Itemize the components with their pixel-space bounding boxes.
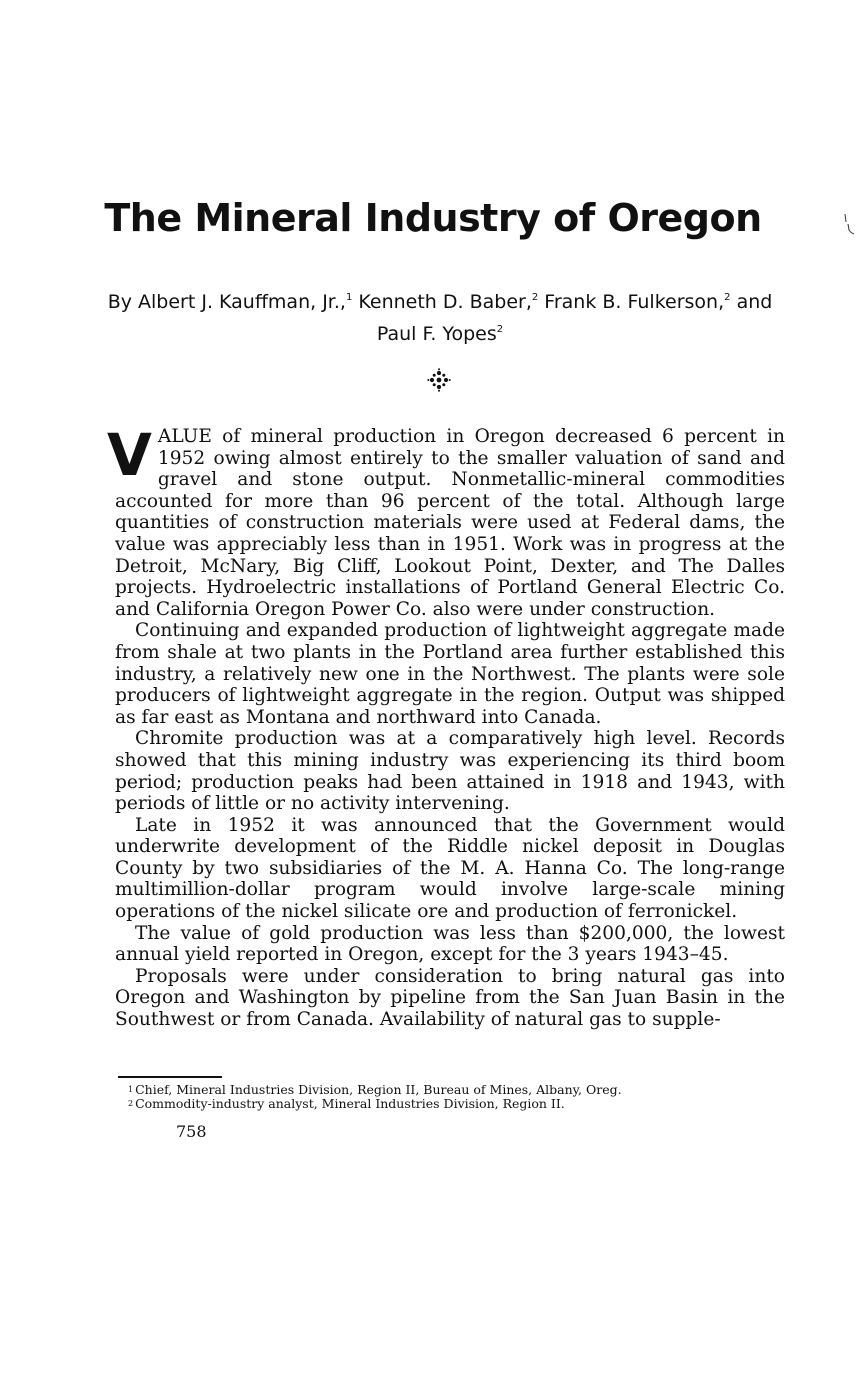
article-title: The Mineral Industry of Oregon xyxy=(104,196,762,240)
article-body xyxy=(107,421,785,1031)
author-byline xyxy=(100,284,780,348)
body-paragraph: Late in 1952 it was announced that the Government would underwrite development of the Riddle nickel deposit in Douglas County by two subsidiaries of the M. A. Hanna Co. The long-range multimillion-dollar program would involve large-scale mining operations of the nickel silicate ore and production of ferronickel. xyxy=(115,814,785,923)
paragraph-text: ALUE of mineral production in Oregon decreased 6 percent in 1952 owing almost entirely to the smaller valuation of sand and gravel and stone output. Nonmetallic-mineral commodities accounted for more than 96 percent of the total. Although large quantities of construction materials were used at Federal dams, the value was appreciably less than in 1951. Work was in progress at the Detroit, McNary, Big Cliff, Lookout Point, Dexter, and The Dalles projects. Hydroelectric installations of Portland General Electric Co. and California Oregon Power Co. also were under construction. xyxy=(115,426,785,620)
footnote-mark: 1 xyxy=(128,1085,134,1094)
footnote-text: Commodity-industry analyst, Mineral Industries Division, Region II. xyxy=(135,1096,565,1111)
body-paragraph: Chromite production was at a comparatively high level. Records showed that this mining industry was experiencing its third boom period; production peaks had been attained in 1918 and 1943, with periods of little or no activity intervening. xyxy=(115,728,785,815)
author-name: Frank B. Fulkerson, xyxy=(544,291,725,313)
drop-cap: V xyxy=(107,421,152,489)
footnote xyxy=(128,1083,748,1097)
footnote-divider xyxy=(118,1076,222,1078)
page-number: 758 xyxy=(176,1122,207,1141)
scan-margin-mark xyxy=(842,212,856,236)
footnote-ref: 2 xyxy=(531,292,539,303)
footnote-text: Chief, Mineral Industries Division, Region II, Bureau of Mines, Albany, Oreg. xyxy=(135,1082,622,1097)
body-paragraph: Proposals were under consideration to bring natural gas into Oregon and Washington by pipeline from the San Juan Basin in the Southwest or from Canada. Availability of natural gas to supple- xyxy=(115,965,785,1031)
footnotes xyxy=(128,1083,748,1111)
byline-prefix: By xyxy=(107,291,132,313)
body-paragraph: The value of gold production was less than $200,000, the lowest annual yield reported in Oregon, except for the 3 years 1943–45. xyxy=(115,922,785,966)
quatrefoil-ornament-icon xyxy=(427,368,451,392)
body-paragraph xyxy=(107,421,785,620)
author-name: Kenneth D. Baber, xyxy=(358,291,532,313)
author-name: Albert J. Kauffman, Jr., xyxy=(138,291,346,313)
footnote xyxy=(128,1097,748,1111)
footnote-ref: 2 xyxy=(496,324,504,335)
byline-conjunction: and xyxy=(736,291,773,313)
author-name: Paul F. Yopes xyxy=(376,323,497,345)
footnote-ref: 1 xyxy=(345,292,353,303)
footnote-ref: 2 xyxy=(724,292,731,303)
body-paragraph: Continuing and expanded production of lightweight aggregate made from shale at two plants in the Portland area further established this industry, a relatively new one in the Northwest. The plants were sole producers of lightweight aggregate in the region. Output was shipped as far east as Montana and northward into Canada. xyxy=(115,620,785,728)
footnote-mark: 2 xyxy=(128,1099,134,1108)
